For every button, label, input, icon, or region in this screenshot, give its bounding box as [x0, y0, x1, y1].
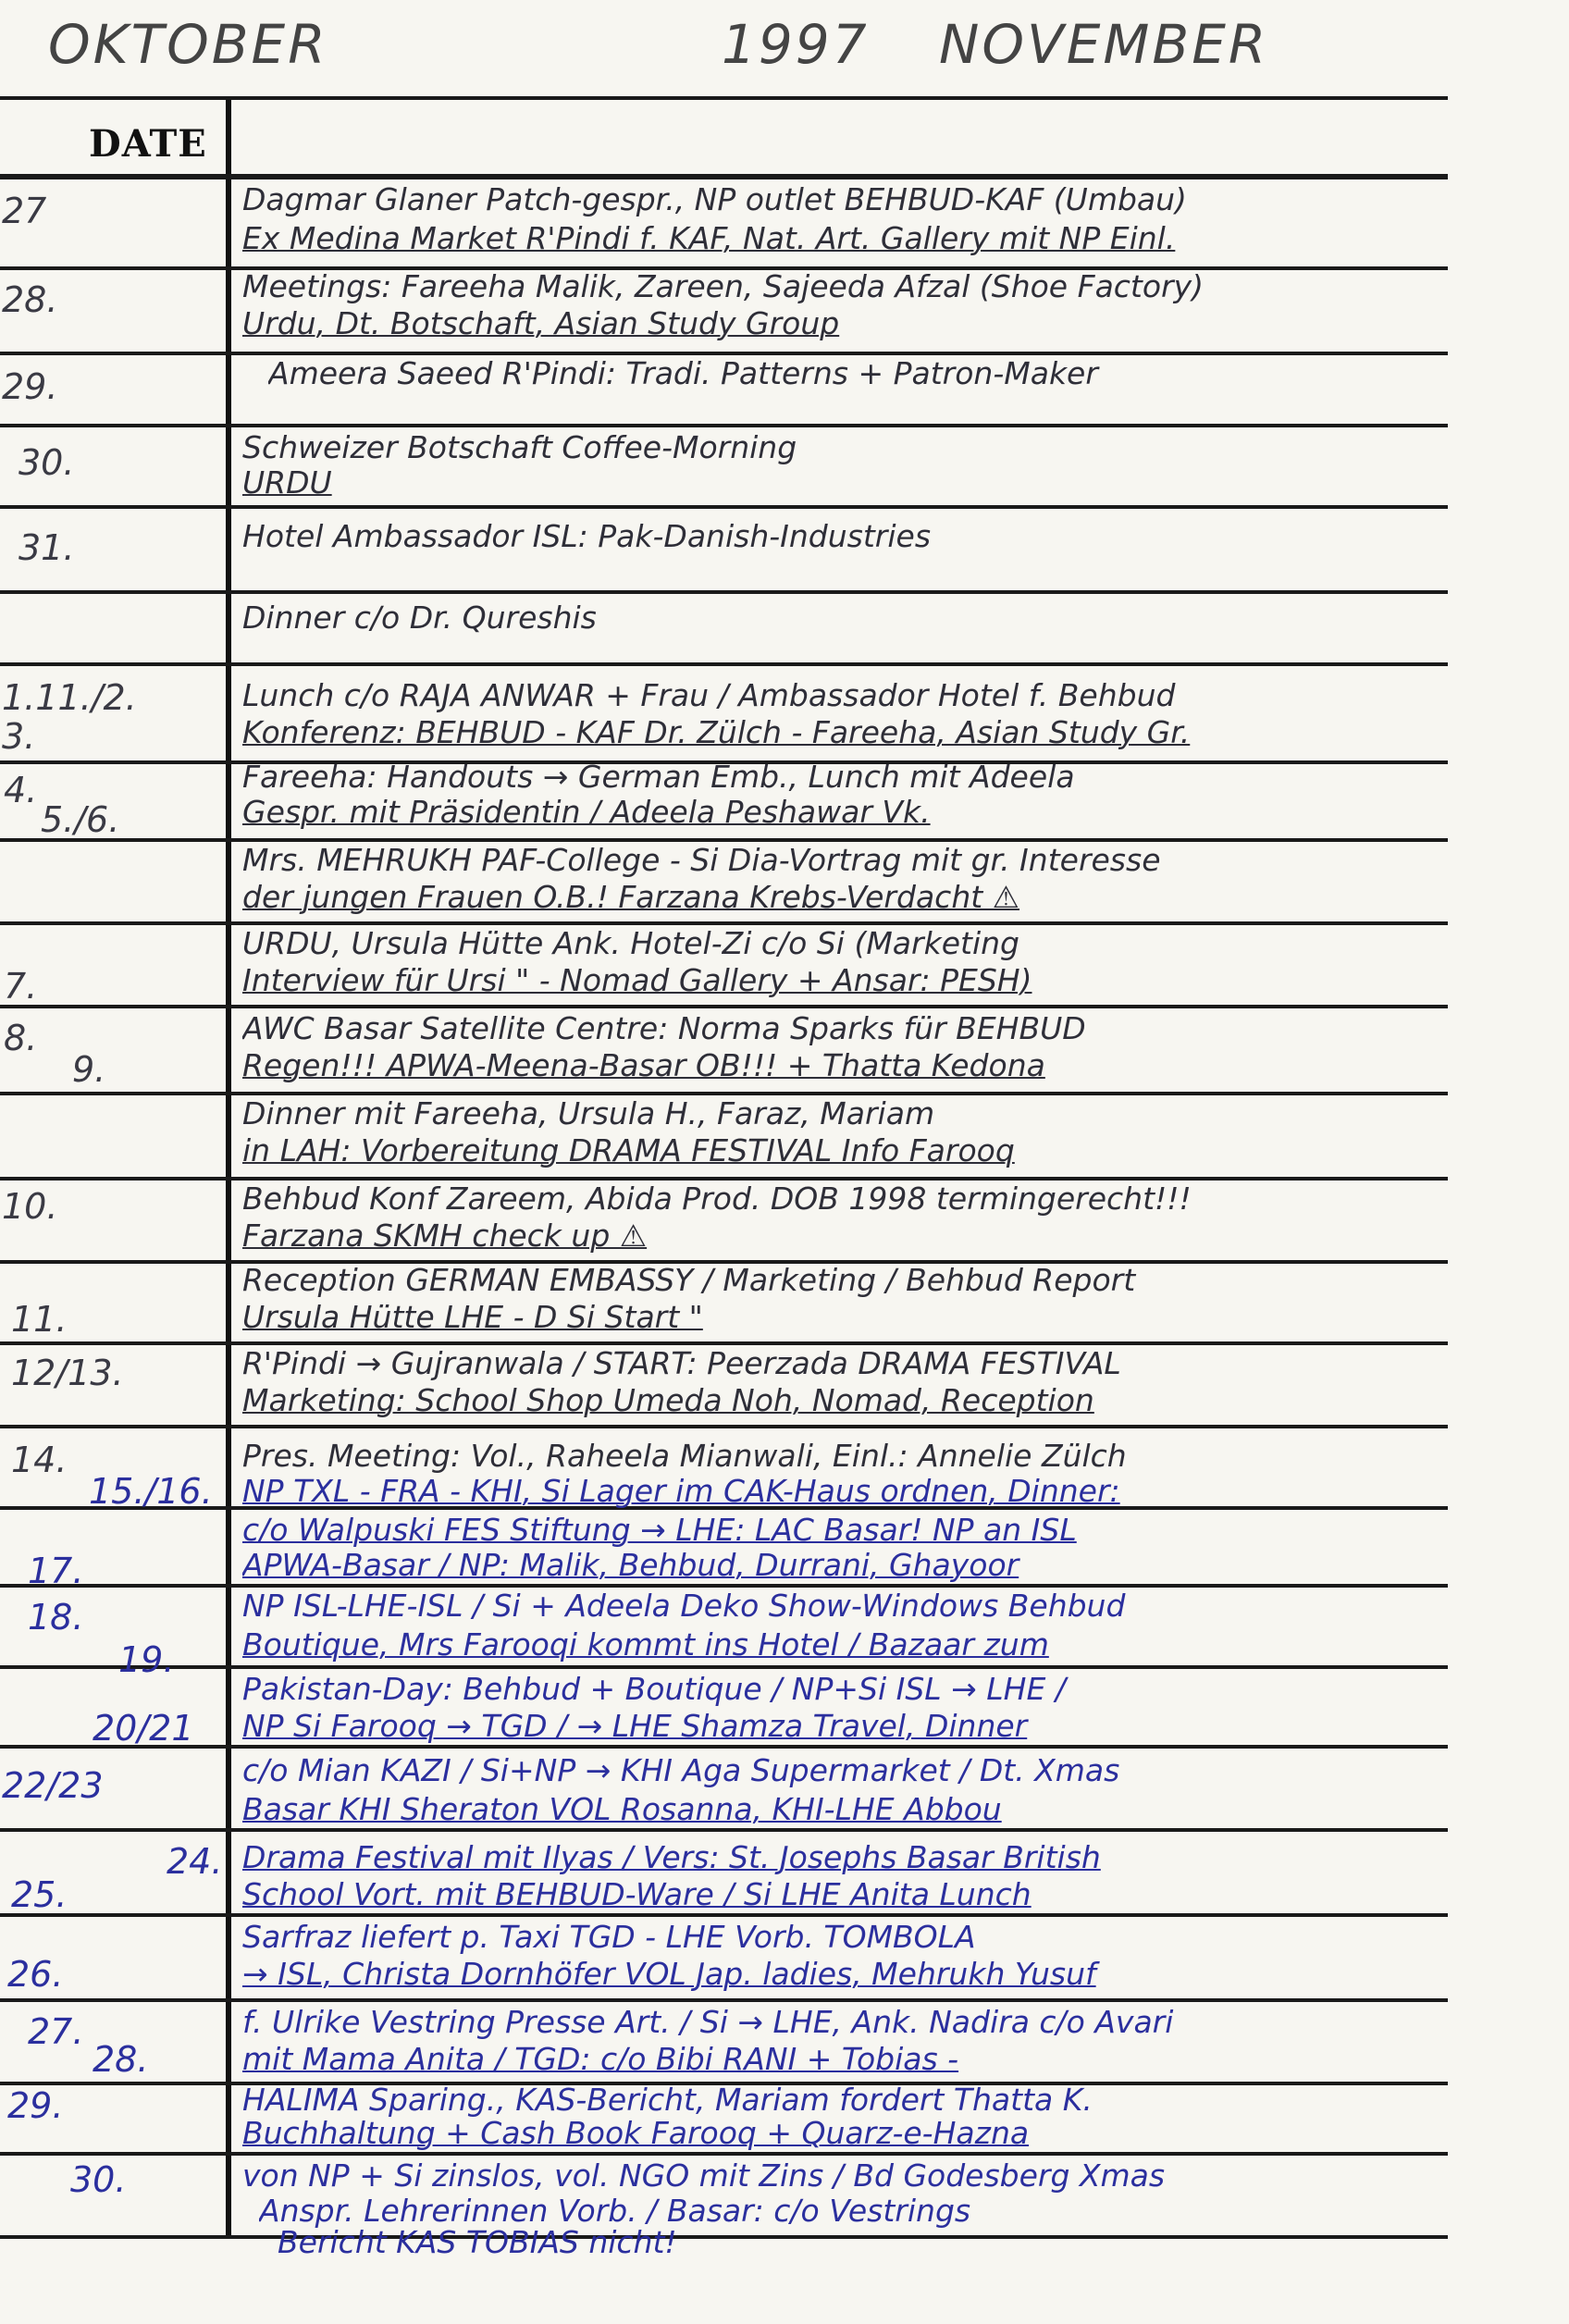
- entry-line: Regen!!! APWA-Meena-Basar OB!!! + Thatta Kedona: [242, 1049, 1045, 1082]
- entry-line: der jungen Frauen O.B.! Farzana Krebs-Verdacht ⚠: [242, 881, 1020, 914]
- row-date-secondary: 28.: [93, 2039, 149, 2080]
- entry-line: Marketing: School Shop Umeda Noh, Nomad, Reception: [242, 1384, 1094, 1417]
- row-date: 22/23: [2, 1765, 104, 1806]
- entry-line: Lunch c/o RAJA ANWAR + Frau / Ambassador Hotel f. Behbud: [242, 679, 1176, 712]
- row-date: 20/21: [93, 1708, 194, 1749]
- row-date: 29.: [2, 366, 58, 407]
- row-date: 31.: [19, 527, 75, 568]
- entry-line: Urdu, Dt. Botschaft, Asian Study Group: [242, 307, 840, 340]
- entry-line: Gespr. mit Präsidentin / Adeela Peshawar Vk.: [242, 796, 931, 829]
- entry-line: Schweizer Botschaft Coffee-Morning: [242, 431, 797, 464]
- row-date: 1.11./2.: [2, 677, 137, 718]
- row-rule: [0, 1005, 1448, 1008]
- row-date: 18.: [28, 1597, 84, 1638]
- entry-line: Basar KHI Sheraton VOL Rosanna, KHI-LHE Abbou: [242, 1793, 1002, 1826]
- entry-line: in LAH: Vorbereitung DRAMA FESTIVAL Info Farooq: [242, 1134, 1015, 1168]
- entry-line: Boutique, Mrs Farooqi kommt ins Hotel / Bazaar zum: [242, 1628, 1049, 1662]
- row-date: 26.: [7, 1954, 64, 1995]
- entry-line: Dagmar Glaner Patch-gespr., NP outlet BEHBUD-KAF (Umbau): [242, 183, 1187, 216]
- entry-line: School Vort. mit BEHBUD-Ware / Si LHE Anita Lunch: [242, 1878, 1032, 1911]
- row-date: 27: [2, 191, 47, 231]
- row-date: 12/13.: [11, 1353, 124, 1393]
- entry-line: HALIMA Sparing., KAS-Bericht, Mariam fordert Thatta K.: [242, 2083, 1093, 2117]
- entry-line: AWC Basar Satellite Centre: Norma Sparks für BEHBUD: [242, 1012, 1086, 1045]
- row-rule: [0, 424, 1448, 427]
- entry-line: Pres. Meeting: Vol., Raheela Mianwali, Einl.: Annelie Zülch: [242, 1440, 1127, 1473]
- row-date: 11.: [11, 1299, 68, 1340]
- row-rule: [0, 1425, 1448, 1428]
- entry-line: Sarfraz liefert p. Taxi TGD - LHE Vorb. TOMBOLA: [242, 1921, 976, 1954]
- entry-line: Drama Festival mit Ilyas / Vers: St. Josephs Basar British: [242, 1841, 1101, 1874]
- row-date: 27.: [28, 2011, 84, 2052]
- entry-line: Behbud Konf Zareem, Abida Prod. DOB 1998 termingerecht!!!: [242, 1182, 1192, 1216]
- row-date: 14.: [11, 1440, 68, 1480]
- row-date: 4.: [4, 770, 38, 810]
- row-rule: [0, 838, 1448, 842]
- row-rule: [0, 662, 1448, 666]
- entry-line: Bericht KAS TOBIAS nicht!: [278, 2226, 677, 2259]
- entry-line: Reception GERMAN EMBASSY / Marketing / Behbud Report: [242, 1264, 1136, 1297]
- entry-line: Konferenz: BEHBUD - KAF Dr. Zülch - Fareeha, Asian Study Gr.: [242, 716, 1191, 749]
- entry-line: Ameera Saeed R'Pindi: Tradi. Patterns + Patron-Maker: [268, 357, 1098, 390]
- row-date-secondary: 5./6.: [41, 799, 120, 840]
- row-date-secondary: 19.: [118, 1639, 175, 1680]
- entry-line: Fareeha: Handouts → German Emb., Lunch mit Adeela: [242, 760, 1075, 794]
- entry-line: Dinner c/o Dr. Qureshis: [242, 601, 597, 635]
- entry-line: NP ISL-LHE-ISL / Si + Adeela Deko Show-Windows Behbud: [242, 1589, 1126, 1623]
- year-label: 1997: [722, 13, 870, 76]
- row-date: 17.: [28, 1551, 84, 1591]
- row-date-secondary: 25.: [11, 1874, 68, 1915]
- row-rule: [0, 2152, 1448, 2156]
- entry-line: NP Si Farooq → TGD / → LHE Shamza Travel, Dinner: [242, 1710, 1028, 1743]
- table-top-rule: [0, 96, 1448, 100]
- date-column-header: DATE: [89, 122, 207, 166]
- row-rule: [0, 352, 1448, 355]
- entry-line: R'Pindi → Gujranwala / START: Peerzada DRAMA FESTIVAL: [242, 1347, 1121, 1380]
- entry-line: Hotel Ambassador ISL: Pak-Danish-Industries: [242, 520, 932, 553]
- row-date: 7.: [4, 966, 38, 1007]
- entry-line: c/o Mian KAZI / Si+NP → KHI Aga Supermarket / Dt. Xmas: [242, 1754, 1120, 1787]
- row-date: 15./16.: [89, 1471, 213, 1512]
- header-bottom-rule: [0, 174, 1448, 179]
- row-date-secondary: 3.: [2, 716, 36, 757]
- row-rule: [0, 1828, 1448, 1832]
- row-date: 24.: [167, 1841, 223, 1882]
- entry-line: Pakistan-Day: Behbud + Boutique / NP+Si ISL → LHE /: [242, 1673, 1066, 1706]
- row-rule: [0, 1177, 1448, 1181]
- entry-line: Meetings: Fareeha Malik, Zareen, Sajeeda Afzal (Shoe Factory): [242, 270, 1205, 303]
- entry-line: URDU: [242, 466, 332, 500]
- entry-line: f. Ulrike Vestring Presse Art. / Si → LHE, Ank. Nadira c/o Avari: [242, 2006, 1174, 2039]
- entry-line: Interview für Ursi " - Nomad Gallery + Ansar: PESH): [242, 964, 1032, 997]
- row-rule: [0, 1998, 1448, 2002]
- entry-line: → ISL, Christa Dornhöfer VOL Jap. ladies, Mehrukh Yusuf: [242, 1958, 1096, 1991]
- row-rule: [0, 590, 1448, 594]
- row-rule: [0, 505, 1448, 509]
- row-rule: [0, 1913, 1448, 1917]
- month-right-label: NOVEMBER: [939, 13, 1269, 76]
- entry-line: mit Mama Anita / TGD: c/o Bibi RANI + Tobias -: [242, 2043, 959, 2076]
- row-rule: [0, 1665, 1448, 1669]
- month-left-label: OKTOBER: [48, 13, 328, 76]
- row-date: 10.: [2, 1186, 58, 1227]
- row-rule: [0, 1341, 1448, 1345]
- entry-line: APWA-Basar / NP: Malik, Behbud, Durrani, Ghayoor: [242, 1549, 1019, 1582]
- entry-line: Mrs. MEHRUKH PAF-College - Si Dia-Vortrag mit gr. Interesse: [242, 844, 1161, 877]
- entry-line: Dinner mit Fareeha, Ursula H., Faraz, Mariam: [242, 1097, 935, 1131]
- entry-line: c/o Walpuski FES Stiftung → LHE: LAC Basar! NP an ISL: [242, 1514, 1077, 1547]
- entry-line: Anspr. Lehrerinnen Vorb. / Basar: c/o Vestrings: [259, 2194, 971, 2228]
- entry-line: Ursula Hütte LHE - D Si Start ": [242, 1301, 703, 1334]
- entry-line: Buchhaltung + Cash Book Farooq + Quarz-e-Hazna: [242, 2117, 1030, 2150]
- row-date: 30.: [70, 2159, 127, 2200]
- entry-line: von NP + Si zinslos, vol. NGO mit Zins / Bd Godesberg Xmas: [242, 2159, 1166, 2193]
- entry-line: Ex Medina Market R'Pindi f. KAF, Nat. Art. Gallery mit NP Einl.: [242, 222, 1176, 255]
- row-rule: [0, 1092, 1448, 1095]
- row-date: 8.: [4, 1018, 38, 1058]
- row-rule: [0, 1745, 1448, 1749]
- row-date-secondary: 9.: [72, 1049, 106, 1090]
- row-date: 29.: [7, 2085, 64, 2126]
- row-rule: [0, 1584, 1448, 1588]
- row-date: 28.: [2, 279, 58, 320]
- row-rule: [0, 921, 1448, 925]
- entry-line: URDU, Ursula Hütte Ank. Hotel-Zi c/o Si (Marketing: [242, 927, 1019, 960]
- row-date: 30.: [19, 442, 75, 483]
- entry-line: Farzana SKMH check up ⚠: [242, 1219, 648, 1253]
- entry-line: NP TXL - FRA - KHI, Si Lager im CAK-Haus ordnen, Dinner:: [242, 1475, 1120, 1508]
